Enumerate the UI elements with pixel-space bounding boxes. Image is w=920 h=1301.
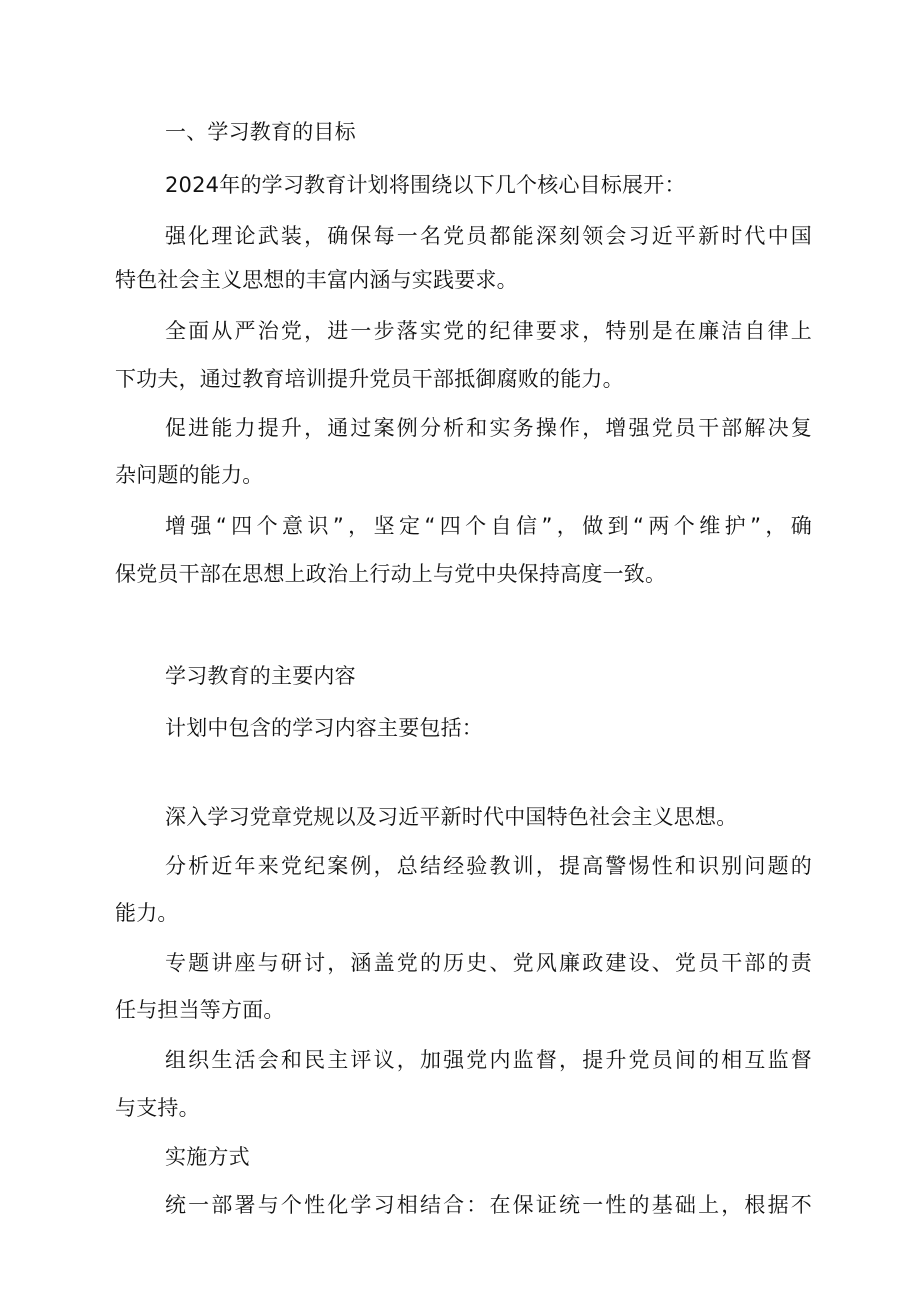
goal-4-line-1: [0, 511, 920, 541]
content-4-text-2: 与支持。: [115, 1096, 200, 1120]
section-heading-goals-text: 一、学习教育的目标: [165, 120, 356, 144]
goal-3-text-2: 杂问题的能力。: [115, 463, 264, 487]
goal-4-text-2: 保党员干部在思想上政治上行动上与党中央保持高度一致。: [115, 562, 667, 586]
content-4-line-2: [0, 1093, 920, 1123]
goal-4-text-1: 增强“四个意识”，坚定“四个自信”，做到“两个维护”，确: [165, 514, 812, 538]
goal-4-line-2: [0, 559, 920, 589]
content-intro-paragraph: [0, 713, 920, 743]
section-heading-goals: [0, 117, 920, 147]
content-4-line-1: [0, 1045, 920, 1075]
goal-1-line-1: [0, 221, 920, 251]
intro-text: 2024年的学习教育计划将围绕以下几个核心目标展开：: [165, 173, 686, 197]
content-intro-text: 计划中包含的学习内容主要包括：: [165, 716, 483, 740]
goal-2-text-1: 全面从严治党，进一步落实党的纪律要求，特别是在廉洁自律上: [165, 319, 812, 343]
goal-3-text-1: 促进能力提升，通过案例分析和实务操作，增强党员干部解决复: [165, 416, 812, 440]
section-heading-contents-text: 学习教育的主要内容: [165, 664, 356, 688]
content-2-line-1: [0, 851, 920, 881]
section-heading-methods-text: 实施方式: [165, 1145, 250, 1169]
content-3-text-1: 专题讲座与研讨，涵盖党的历史、党风廉政建设、党员干部的责: [165, 951, 812, 975]
goal-3-line-1: [0, 413, 920, 443]
content-3-text-2: 任与担当等方面。: [115, 998, 285, 1022]
content-3-line-2: [0, 995, 920, 1025]
intro-paragraph: [0, 170, 920, 200]
goal-1-text-2: 特色社会主义思想的丰富内涵与实践要求。: [115, 268, 518, 292]
content-2-line-2: [0, 898, 920, 928]
goal-2-line-1: [0, 316, 920, 346]
method-line-1: [0, 1190, 920, 1220]
goal-2-line-2: [0, 364, 920, 394]
goal-1-text-1: 强化理论武装，确保每一名党员都能深刻领会习近平新时代中国: [165, 224, 812, 248]
goal-2-text-2: 下功夫，通过教育培训提升党员干部抵御腐败的能力。: [115, 367, 624, 391]
goal-1-line-2: [0, 265, 920, 295]
content-3-line-1: [0, 948, 920, 978]
content-4-text-1: 组织生活会和民主评议，加强党内监督，提升党员间的相互监督: [165, 1048, 812, 1072]
goal-3-line-2: [0, 460, 920, 490]
section-heading-contents: [0, 661, 920, 691]
section-heading-methods: [0, 1142, 920, 1172]
content-2-text-1: 分析近年来党纪案例，总结经验教训，提高警惕性和识别问题的: [165, 854, 812, 878]
content-1-text-1: 深入学习党章党规以及习近平新时代中国特色社会主义思想。: [165, 805, 738, 829]
content-2-text-2: 能力。: [115, 901, 179, 925]
content-1-line-1: [0, 802, 920, 832]
method-text-1: 统一部署与个性化学习相结合：在保证统一性的基础上，根据不: [165, 1193, 812, 1217]
